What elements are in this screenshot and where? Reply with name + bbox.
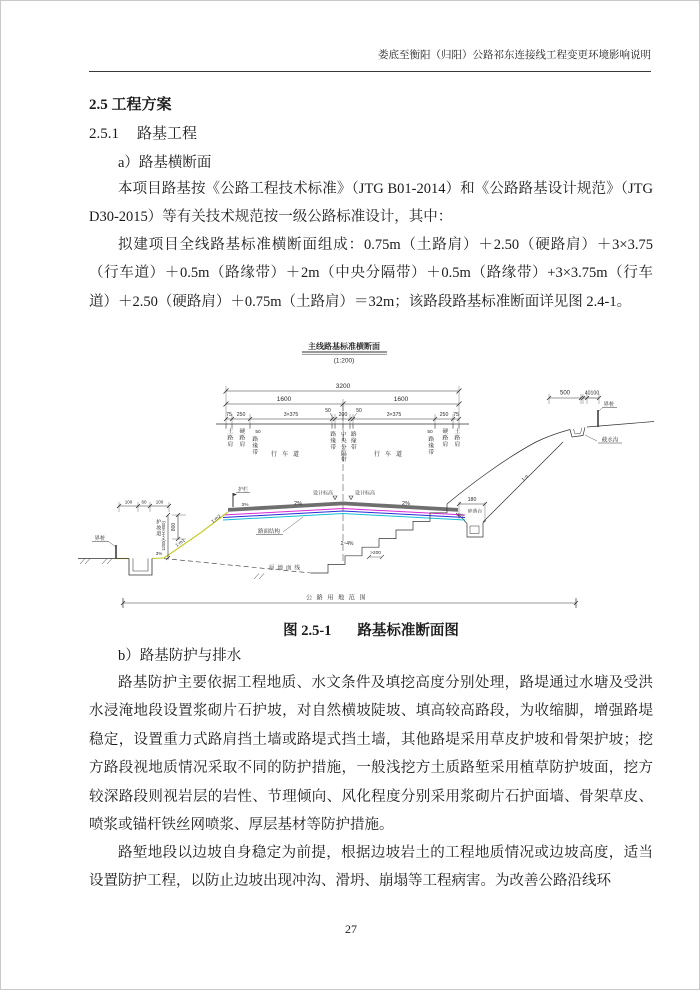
platform-label: 碎落台 (467, 509, 483, 515)
lane-label-curb-strip: 路缘带 (426, 436, 433, 456)
dim-seg: 250 (439, 412, 449, 418)
paragraph-3: 路基防护主要依据工程地质、水文条件及填挖高度分别处理，路堤通过水塘及受洪水浸淹地段设置浆砌片石护坡，对自然横坡陡坡、填高较高路段，为收缩脚，增强路堤稳定，设置重力式路肩挡土墙或路堤式挡土墙，其他路堤采用草皮护坡和骨架护坡；挖方路段视地质情况采取不同的防护措施，一般浅挖方土质路堑采用植草防护坡面，挖方较深路段则视岩层的岩性、节理倾向、风化程度分别采用浆砌片石护面墙、骨架草皮、喷浆或锚杆铁丝网喷浆、厚层基材等防护措施。 (89, 675, 653, 834)
roadbed-cross-section-figure (66, 336, 656, 616)
step-slope-label: 2~4% (340, 541, 354, 547)
lane-label-curb-strip: 路缘带 (328, 431, 335, 451)
running-header: 娄底至衡阳（归阳）公路祁东连接线工程变更环境影响说明 (89, 47, 651, 72)
dim-right-offset: 500 (559, 390, 571, 397)
lane-label-carriageway: 行车道 (271, 452, 305, 458)
figure-caption-number: 图 2.5-1 (283, 623, 332, 639)
dim-seg: 50 (356, 408, 362, 414)
lane-label-soil-shoulder: 土路肩 (452, 428, 459, 448)
figure-title: 主线路基标准横断面 (308, 342, 380, 351)
slope-3pct: 3% (241, 503, 249, 508)
boundary-stake-label: 界桩 (603, 402, 615, 408)
fill-slope-ratio: 1:m1 (174, 538, 187, 549)
dim-left-ditch: 100 (155, 499, 164, 505)
dim-fill-note: 1200(A+H>800) (161, 521, 166, 551)
subsection-number: 2.5.1 (89, 126, 119, 142)
paragraph-2: 拟建项目全线路基标准横断面组成：0.75m（土路肩）＋2.50（硬路肩）＋3×3.75（行车道）＋0.5m（路缘带）＋2m（中央分隔带）＋0.5m（路缘带）+3×3.75m（行车道）＋2.50（硬路肩）＋0.75m（土路肩）＝32m；该路段路基标准断面详见图 2.4-1。 (89, 237, 653, 310)
list-item-a: a）路基横断面 (118, 155, 212, 171)
slope-3pct: 3% (155, 551, 163, 556)
dim-half-right: 1600 (393, 396, 409, 403)
dim-right-offset: 40100 (584, 390, 600, 397)
section-title: 2.5 工程方案 (89, 97, 172, 113)
slope-4pct: 4% (456, 513, 464, 519)
intercept-ditch-label: 截水沟 (601, 437, 619, 444)
design-elevation-label: 设计标高 (312, 490, 334, 497)
list-item-b: b）路基防护与排水 (118, 648, 242, 664)
right-of-way-label: 公路用地范围 (305, 594, 371, 602)
dim-curb-strip: 50 (255, 430, 261, 435)
dim-curb-strip: 50 (427, 430, 433, 435)
dim-platform-width: 180 (467, 497, 477, 503)
dim-left-ditch: 100 (124, 499, 133, 505)
guardrail-label: 护栏 (237, 487, 249, 493)
ground-line-label: 原地面线 (268, 565, 304, 572)
subsection-label: 路基工程 (137, 126, 198, 142)
paragraph-4: 路堑地段以边坡自身稳定为前提，根据边坡岩土的工程地质情况或边坡高度，适当设置防护工程，以防止边坡出现冲沟、滑坍、崩塌等工程病害。为改善公路沿线环 (89, 845, 653, 890)
design-elevation-label: 设计标高 (354, 490, 376, 497)
slope-2pct: 2% (294, 501, 302, 507)
lane-label-curb-strip: 路缘带 (349, 431, 356, 451)
cut-slope-ratio: 1:n (520, 473, 530, 483)
dim-total: 3200 (335, 383, 351, 390)
figure-caption-title: 路基标准断面图 (357, 623, 459, 639)
step-min-dim: >200 (370, 551, 381, 556)
lane-label-hard-shoulder: 硬路肩 (440, 428, 447, 448)
boundary-stake-label: 界桩 (94, 536, 106, 542)
lane-label-hard-shoulder: 硬路肩 (237, 428, 244, 448)
dim-fill-height: 800 (171, 522, 177, 532)
figure-caption (89, 619, 653, 640)
fill-slope-ratio: 1:m2 (210, 514, 223, 525)
dim-seg: 50 (325, 408, 331, 414)
dim-seg: 3×375 (283, 412, 299, 418)
slope-2pct: 2% (402, 501, 410, 507)
dim-seg: 200 (338, 412, 348, 418)
page-number: 27 (345, 922, 357, 936)
subsection-title (89, 122, 197, 143)
dim-left-ditch: 60 (141, 499, 147, 505)
pavement-structure-label: 路面结构 (257, 529, 281, 535)
cross-section-drawing (66, 336, 656, 616)
lane-label-carriageway: 行车道 (374, 452, 408, 458)
berm-label: 护坡道 (155, 519, 162, 537)
paragraph-1: 本项目路基按《公路工程技术标准》（JTG B01-2014）和《公路路基设计规范》（JTG D30-2015）等有关技术规范按一级公路标准设计，其中： (89, 181, 653, 226)
lane-label-median: 中央分隔带 (339, 431, 346, 463)
lane-label-soil-shoulder: 土路肩 (225, 428, 232, 448)
dim-seg: 250 (236, 412, 246, 418)
figure-scale: (1:200) (333, 357, 355, 365)
dim-seg: 75 (226, 412, 232, 418)
lane-label-curb-strip: 路缘带 (250, 436, 257, 456)
dim-seg: 3×375 (386, 412, 402, 418)
dim-seg: 75 (453, 412, 459, 418)
dim-half-left: 1600 (276, 396, 292, 403)
